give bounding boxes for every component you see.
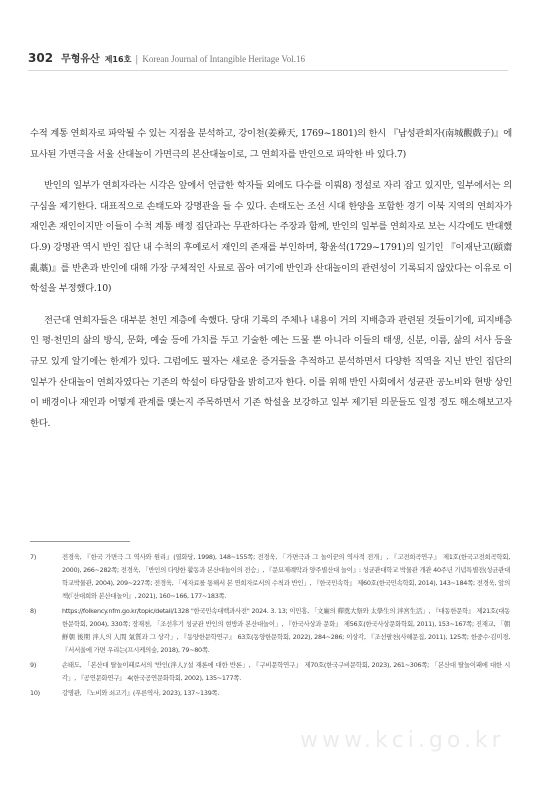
footnote: [30, 605, 510, 657]
footnotes: [30, 551, 510, 702]
body-paragraph: 반인의 일부가 연희자라는 시각은 앞에서 언급한 학자들 외에도 다수를 이뤄8) 정설로 자리 잡고 있지만, 일부에서는 의구심을 제기한다. 대표적으로 손태도와 강명관을 들 수 있다. 손태도는 조선 시대 한양을 포함한 경기 이북 지역의 연희자가 재인촌 재인이지만 이들이 수척 계통 배정 집단과는 무관하다는 주장과 함께, 반인의 일부를 연희자로 보는 시각에도 반대했다.9) 강명관 역시 반인 집단 내 수척의 후예로서 재인의 존재를 부인하며, 황윤석(1729~1791)의 일기인 『이재난고(頤齋亂藁)』를 반촌과 반인에 대해 가장 구체적인 사료로 꼽아 여기에 반인과 산대놀이의 관련성이 기록되지 않았다는 이유로 이 학설을 부정했다.10): [30, 180, 512, 295]
footnote-text: 전경욱, 『한국 가면극 그 역사와 원리』(열화당, 1998), 148~155쪽; 전경욱, 「가면극과 그 놀이꾼의 역사적 전개」, 『고전희곡연구』 제1호(한국고전희곡학회, 2000), 266~282쪽; 전경욱, 「반인의 다양한 활동과 본산대놀이의 전승」, 『문묘제례악과 양주별산대 놀이』: 성균관대학교 박물관 개관 40주년 기념특별전(성균관대학교박물관, 2004), 209~227쪽; 전경욱, 「세자료를 통해서 본 연희자로서의 수척과 반인」, 『한국민속학』 제60호(한국민속학회, 2014), 143~184쪽; 전경욱, 앞의 책(『산대희와 본산대놀이』, 2021), 160~166, 177~183쪽.: [62, 553, 510, 600]
volume-number: 제16호: [104, 55, 132, 64]
footnote: [30, 551, 510, 603]
magazine-title: 무형유산: [61, 54, 100, 65]
footnote-text: 손태도, 「본산대 탈놀이패로서의 '반인(泮人)'설 재론에 대한 반론」, 『구비문학연구』 제70호(한국구비문학회, 2023), 261~306쪽; 「본산대 탈놀이패에 대한 시각」, 『공연문화연구』 4(한국공연문화학회, 2002), 135~177쪽.: [62, 661, 510, 682]
header-separator: |: [135, 55, 139, 65]
footnote: [30, 659, 510, 685]
footnote-number: 8): [30, 607, 37, 615]
watermark: www.kci.go.kr: [300, 728, 505, 753]
footnote: [30, 687, 510, 700]
footnote-text: 강명관, 『노비와 쇠고기』(푸른역사, 2023), 137~139쪽.: [62, 689, 220, 697]
body-paragraph: 수적 계통 연희자로 파악될 수 있는 지점을 분석하고, 강이천(姜彛天, 1769~1801)의 한시 『남성관희자(南城觀戲子)』에 묘사된 가면극을 서울 산대놀이 가면극의 본산대놀이로, 그 연희자를 반인으로 파악한 바 있다.7): [30, 128, 512, 160]
footnote-number: 7): [30, 553, 37, 561]
footnote-number: 9): [30, 661, 37, 669]
header-rule: [28, 70, 508, 71]
footnote-text: https://folkency.nfm.go.kr/topic/detail/1328 "한국민속대백과사전" 2024. 3. 13; 이민홍, 「文廟의 釋奠大祭와 太學生의 泮宮生活」, 『대동한문학』 제21호(대동한문학회, 2004), 330쪽; 장재천, 「조선후기 성균관 반인의 현방과 본산대놀이」, 『한국사상과 문화』 제56호(한국사상문화학회, 2011), 153~167쪽; 진재교, 「朝鮮朝 後期 泮人의 人間 氣質과 그 상각」, 『동양한문학연구』 63호(동양한문학회, 2022), 284~286; 이상각, 『조선팔천(사해문집, 2011), 125쪽; 한중수·김미경, 『서서울에 가면 우리는(프시케의숲, 2018), 79~80쪽.: [62, 607, 510, 654]
footnote-rule: [30, 541, 130, 542]
footnote-number: 10): [30, 689, 40, 697]
page-number: 302: [28, 51, 54, 65]
body-paragraph: 전근대 연희자들은 대부분 천민 계층에 속했다. 당대 기록의 주체나 내용이 거의 지배층과 관련된 것들이기에, 피지배층인 평·천민의 삶의 방식, 문화, 예술 등에 가치를 두고 기술한 예는 드물 뿐 아니라 이들의 태생, 신분, 이름, 삶의 서사 등을 규모 있게 알기에는 한계가 있다. 그럼에도 필자는 새로운 증거들을 추적하고 분석하면서 다양한 직역을 지닌 반인 집단의 일부가 산대놀이 연희자였다는 기존의 학설이 타당함을 밝히고자 한다. 이를 위해 반인 사회에서 성균관 공노비와 현방 상인이 배경이나 재인과 어떻게 관계를 맺는지 주목하면서 기존 학설을 보강하고 일부 제기된 의문들도 일정 정도 해소해보고자 한다.: [30, 314, 512, 429]
journal-name: Korean Journal of Intangible Heritage Vol.16: [142, 54, 305, 64]
body-text: [30, 124, 512, 445]
running-header: [28, 50, 508, 66]
